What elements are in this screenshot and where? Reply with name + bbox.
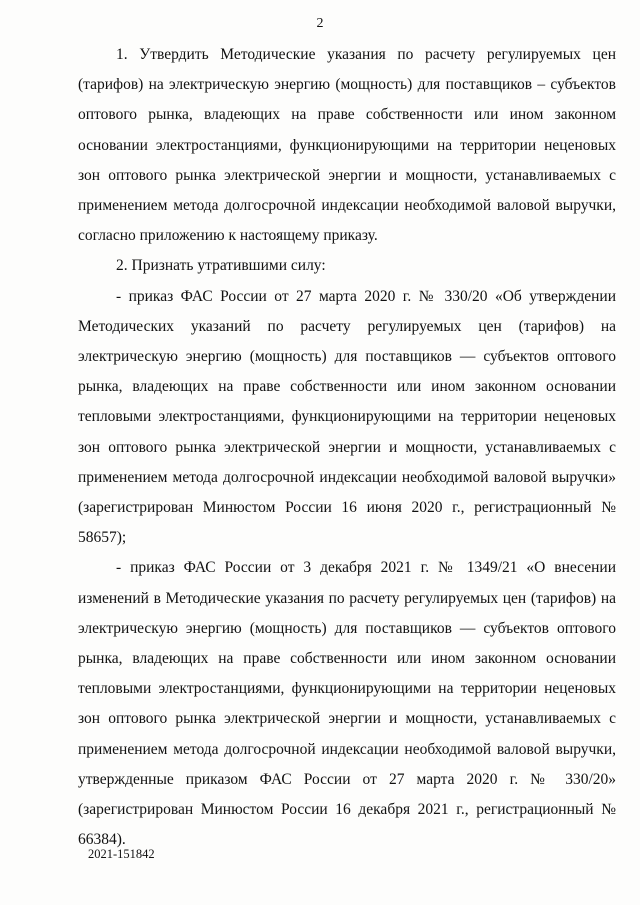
- document-code: 2021-151842: [88, 847, 155, 861]
- page-number: 2: [316, 16, 324, 31]
- paragraph-order-330-20: - приказ ФАС России от 27 марта 2020 г. № 330/20 «Об утверждении Методических указаний по расчету регулируемых цен (тарифов) на электрическую энергию (мощность) для поставщиков — субъектов оптового рынка, владеющих на праве собственности или ином законном основании тепловыми электростанциями, функционирующими на территории неценовых зон оптового рынка электрической энергии и мощности, устанавливаемых с применением метода долгосрочной индексации необходимой валовой выручки» (зарегистрирован Минюстом России 16 июня 2020 г., регистрационный № 58657);: [78, 287, 616, 547]
- paragraph-order-1349-21: - приказ ФАС России от 3 декабря 2021 г. № 1349/21 «О внесении изменений в Методические указания по расчету регулируемых цен (тарифов) на электрическую энергию (мощность) для поставщиков — субъектов оптового рынка, владеющих на праве собственности или ином законном основании тепловыми электростанциями, функционирующими на территории неценовых зон оптового рынка электрической энергии и мощности, устанавливаемых с применением метода долгосрочной индексации необходимой валовой выручки, утвержденные приказом ФАС России от 27 марта 2020 г. № 330/20» (зарегистрирован Минюстом России 16 декабря 2021 г., регистрационный № 66384).: [78, 559, 616, 849]
- paragraph-approve-guidelines: 1. Утвердить Методические указания по расчету регулируемых цен (тарифов) на электрическую энергию (мощность) для поставщиков – субъектов оптового рынка, владеющих на праве собственности или ином законном основании электростанциями, функционирующими на территории неценовых зон оптового рынка электрической энергии и мощности, устанавливаемых с применением метода долгосрочной индексации необходимой валовой выручки, согласно приложению к настоящему приказу.: [78, 46, 616, 245]
- paragraph-declare-invalid: 2. Признать утратившими силу:: [116, 257, 326, 275]
- document-body: [78, 40, 616, 855]
